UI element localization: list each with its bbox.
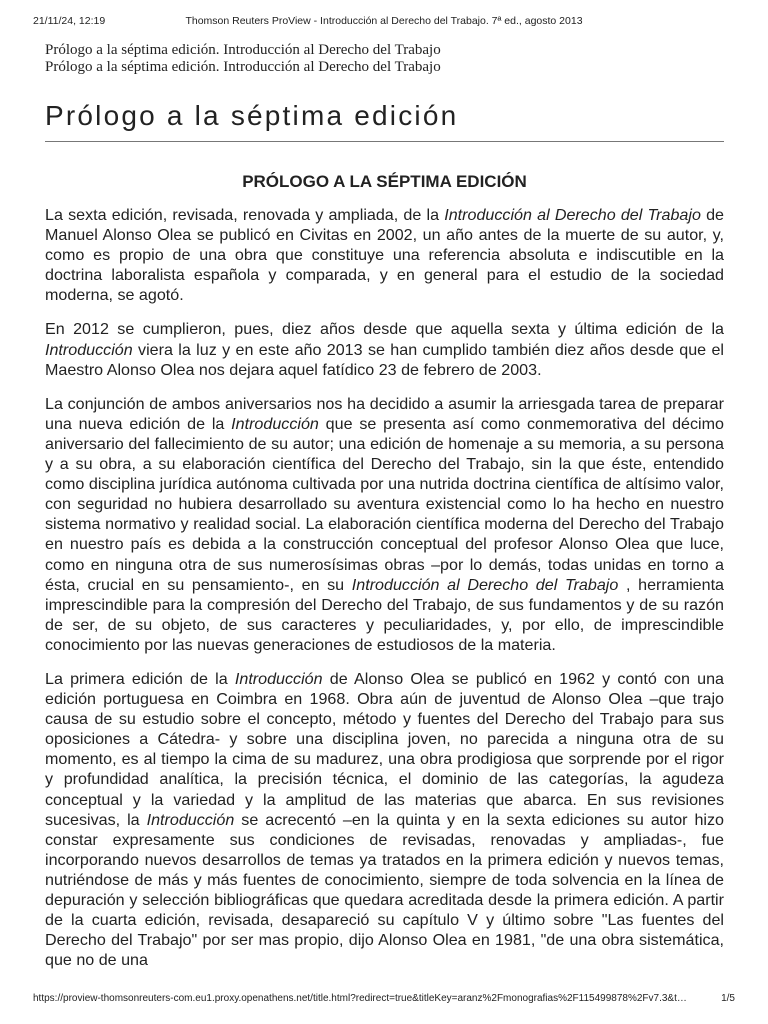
paragraph-text: de Manuel Alonso Olea se publicó en Civitas en 2002, un año antes de la muerte de su autor, y, como es propio de una obra que constituye una referencia absoluta e indiscutible en la doctrina laboralista española y comparada, y en general para el estudio de la sociedad moderna, se agotó. xyxy=(45,206,724,305)
breadcrumb xyxy=(45,42,735,76)
italic-title-text: Introducción xyxy=(231,414,319,433)
paragraph xyxy=(45,669,724,970)
title-divider xyxy=(45,141,724,142)
print-datetime: 21/11/24, 12:19 xyxy=(33,15,106,27)
paragraph-text: En 2012 se cumplieron, pues, diez años desde que aquella sexta y última edición de la xyxy=(45,320,724,339)
document-body xyxy=(45,205,724,984)
italic-title-text: Introducción xyxy=(234,669,323,688)
paragraph xyxy=(45,205,724,305)
paragraph-text: que se presenta así como conmemorativa del décimo aniversario del fallecimiento de su autor; una edición de homenaje a su memoria, a su persona y a su obra, a su elaboración científica del Derecho del Trabajo, sin la que éste, entendido como disciplina jurídica autónoma cultivada por una nutrida doctrina científica de altísimo valor, con seguridad no hubiera desarrollado su aventura existencial como lo ha hecho en nuestro sistema normativo y realidad social. La elaboración científica moderna del Derecho del Trabajo en nuestro país es debida a la construcción conceptual del profesor Alonso Olea que luce, como en ninguna otra de sus numerosísimas obras –por lo demás, todas unidas en torno a ésta, crucial en su pensamiento-, en su xyxy=(45,414,724,594)
paragraph xyxy=(45,319,724,379)
paragraph-text: de Alonso Olea se publicó en 1962 y contó con una edición portuguesa en Coimbra en 1968. Obra aún de juventud de Alonso Olea –que trajo causa de su estudio sobre el concepto, método y fuentes del Derecho del Trabajo para sus oposiciones a Cátedra- y sobre una disciplina joven, no parecida a ninguna otra de su momento, es al tiempo la cima de su madurez, una obra prodigiosa que sorprende por el rigor y profundidad analítica, la precisión técnica, el dominio de las categorías, la agudeza conceptual y la variedad y la amplitud de las materias que abarca. En sus revisiones sucesivas, la xyxy=(45,669,724,829)
breadcrumb-line: Prólogo a la séptima edición. Introducción al Derecho del Trabajo xyxy=(45,42,441,58)
italic-title-text: Introducción xyxy=(146,810,235,829)
section-heading: PRÓLOGO A LA SÉPTIMA EDICIÓN xyxy=(242,172,527,191)
paragraph-text: La conjunción de ambos aniversarios nos ha decidido a asumir la arriesgada tarea de preparar una nueva edición de la xyxy=(45,394,724,433)
paragraph xyxy=(45,394,724,655)
page-title: Prólogo a la séptima edición xyxy=(45,100,459,131)
italic-title-text: Introducción al Derecho del Trabajo xyxy=(351,575,619,594)
print-footer xyxy=(33,993,735,1007)
paragraph-text: se acrecentó –en la quinta y en la sexta ediciones su autor hizo constar expresamente sus condiciones de revisadas, renovadas y ampliadas-, fue incorporando nuevos desarrollos de temas ya tratados en la primera edición y nuevos temas, nutriéndose de más y más fuentes de conocimiento, siempre de toda solvencia en la línea de depuración y selección bibliográficas que quedara acreditada desde la primera edición. A partir de la cuarta edición, revisada, desapareció su capítulo V y último sobre "Las fuentes del Derecho del Trabajo" por ser mas propio, dijo Alonso Olea en 1981, "de una obra sistemática, que no de una xyxy=(45,810,724,970)
print-url: https://proview-thomsonreuters-com.eu1.proxy.openathens.net/title.html?redirect=true&titleKey=aranz%2Fmonografias%2F115499878%2Fv7.3&t… xyxy=(33,993,687,1004)
page-number: 1/5 xyxy=(721,993,735,1004)
italic-title-text: Introducción xyxy=(45,340,133,359)
breadcrumb-line: Prólogo a la séptima edición. Introducción al Derecho del Trabajo xyxy=(45,59,441,75)
print-page-title: Thomson Reuters ProView - Introducción al Derecho del Trabajo. 7ª ed., agosto 2013 xyxy=(185,15,583,27)
paragraph-text: La sexta edición, revisada, renovada y ampliada, de la xyxy=(45,206,445,224)
print-header xyxy=(33,15,735,29)
paragraph-text: La primera edición de la xyxy=(45,669,235,688)
paragraph-text: , herramienta imprescindible para la compresión del Derecho del Trabajo, de sus fundamentos y de su razón de ser, de su objeto, de sus caracteres y peculiaridades, y, por ello, de imprescindible conocimiento por las nuevas generaciones de estudiosos de la materia. xyxy=(45,575,724,654)
paragraph-text: viera la luz y en este año 2013 se han cumplido también diez años desde que el Maestro Alonso Olea nos dejara aquel fatídico 23 de febrero de 2003. xyxy=(45,340,724,379)
italic-title-text: Introducción al Derecho del Trabajo xyxy=(444,206,701,224)
